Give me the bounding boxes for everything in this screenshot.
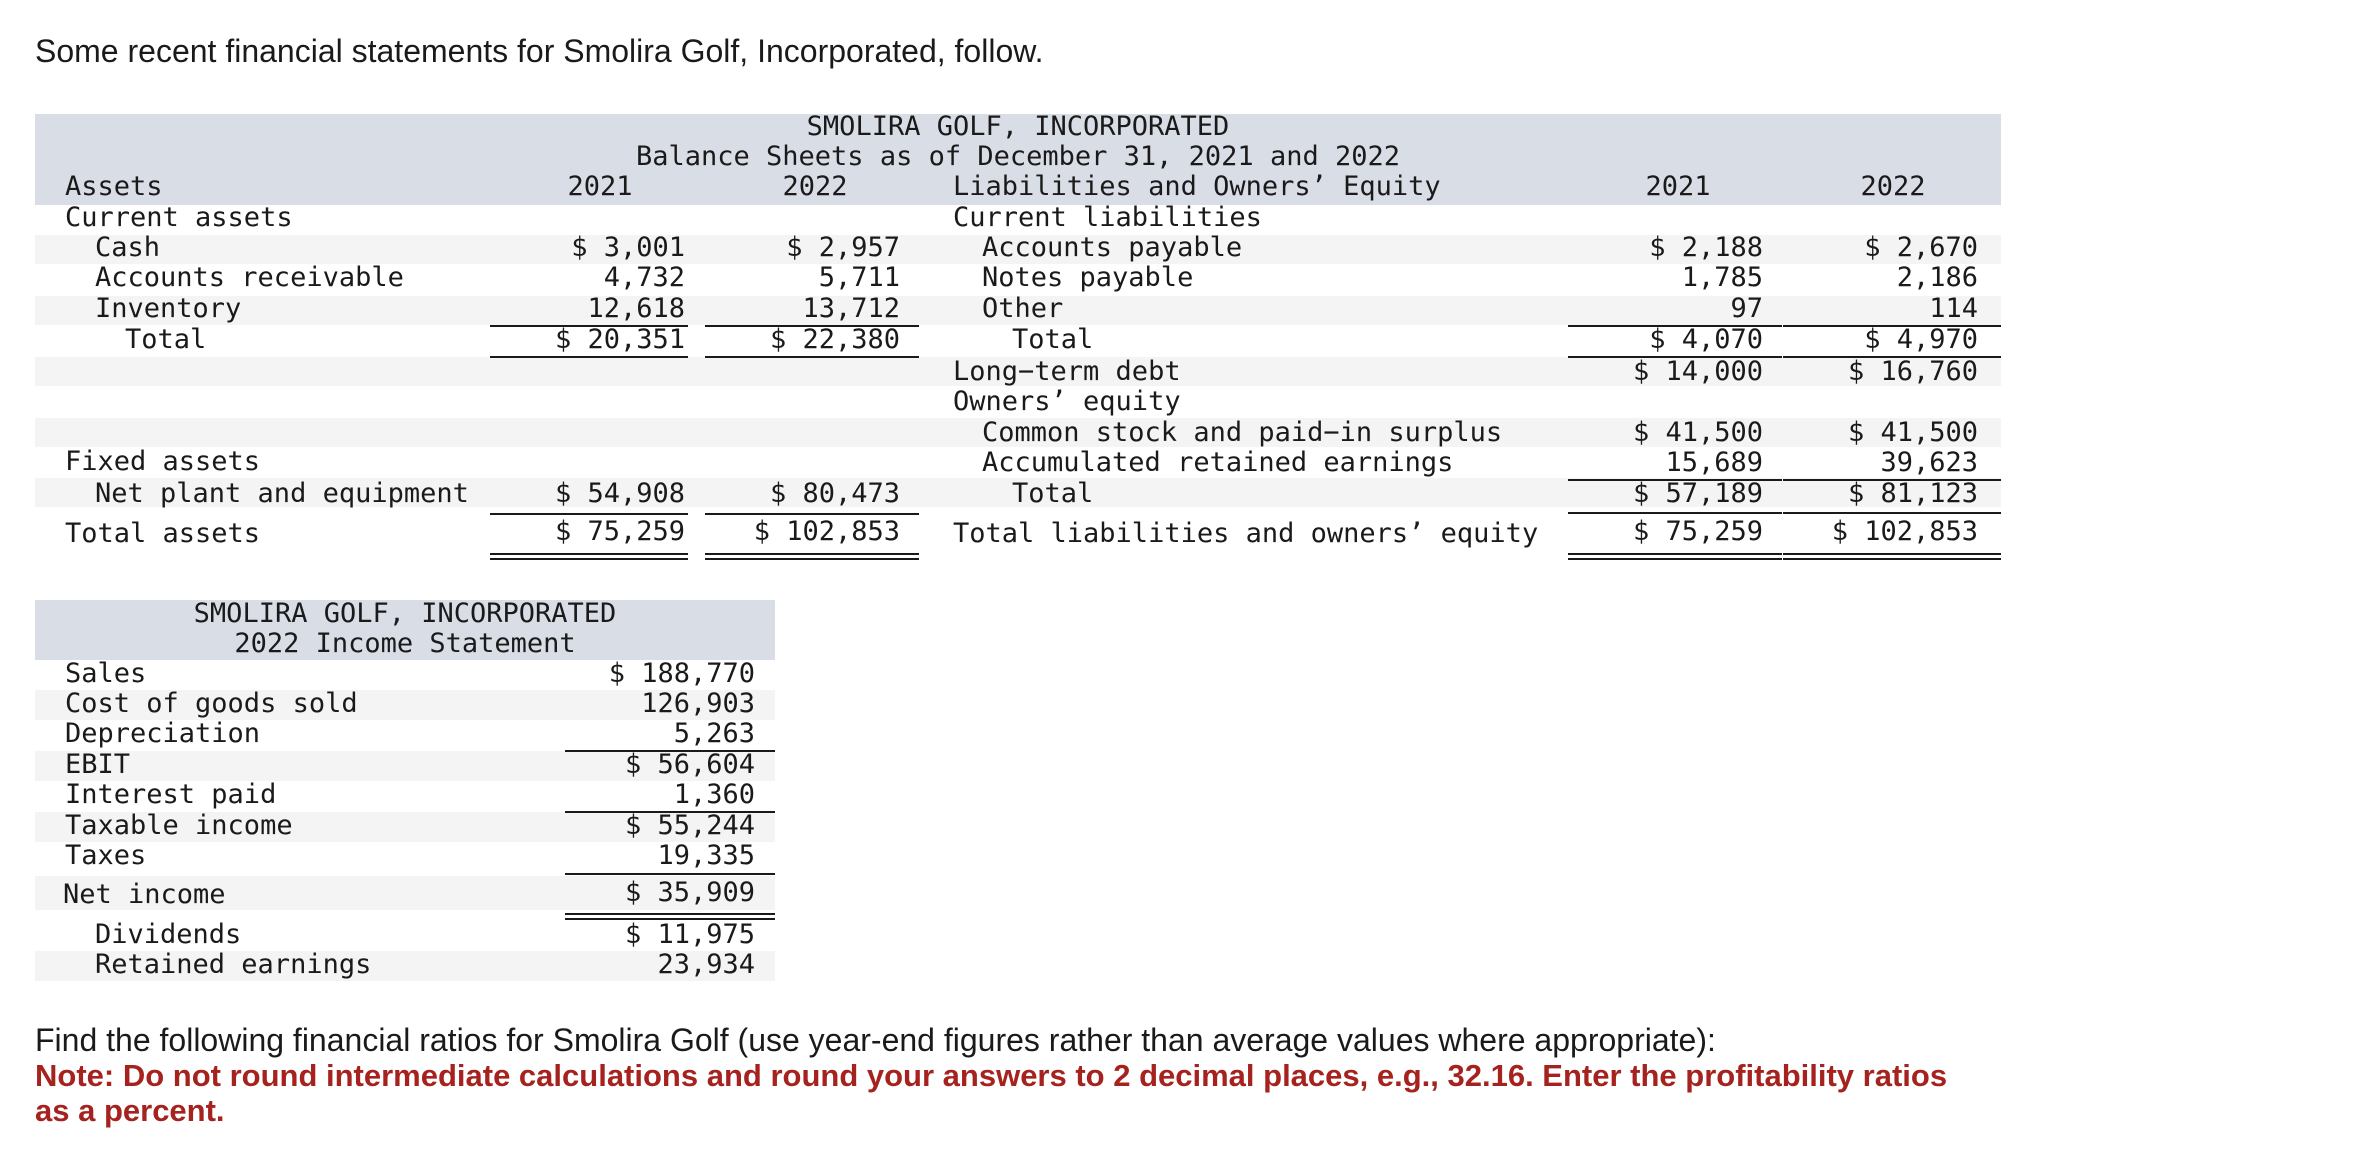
liabilities-heading: Liabilities and Owners’ Equity xyxy=(953,171,1441,202)
double-underline xyxy=(490,553,688,560)
total-assets-2022: $ 102,853 xyxy=(753,516,900,547)
underline xyxy=(1568,512,1782,514)
rounding-note: Note: Do not round intermediate calculations and round your answers to 2 decimal places, e.g., 32.16. Enter the profitability ratios as a percent. xyxy=(35,1058,1948,1128)
retained-earnings-label: Accumulated retained earnings xyxy=(982,447,1454,478)
other-label: Other xyxy=(982,293,1064,324)
column-2022: 2022 xyxy=(782,171,848,202)
long-term-debt-2021: $ 14,000 xyxy=(1632,356,1763,387)
receivables-2022: 5,711 xyxy=(818,262,900,293)
current-liabilities-total-2022: $ 4,970 xyxy=(1864,324,1978,355)
double-underline xyxy=(1568,553,1782,560)
long-term-debt-2022: $ 16,760 xyxy=(1847,356,1978,387)
cash-2021: $ 3,001 xyxy=(571,232,685,263)
cogs-value: 126,903 xyxy=(641,688,755,719)
taxes-value: 19,335 xyxy=(657,840,755,871)
cash-label: Cash xyxy=(95,232,161,263)
net-income-label: Net income xyxy=(63,879,226,910)
column-2021: 2021 xyxy=(567,171,633,202)
equity-total-2021: $ 57,189 xyxy=(1632,478,1763,509)
income-company-title: SMOLIRA GOLF, INCORPORATED xyxy=(193,598,617,629)
notes-payable-label: Notes payable xyxy=(982,262,1194,293)
receivables-label: Accounts receivable xyxy=(95,262,404,293)
inventory-2022: 13,712 xyxy=(802,293,900,324)
common-stock-label: Common stock and paid−in surplus xyxy=(982,417,1503,448)
current-assets-total-label: Total xyxy=(125,324,207,355)
accounts-payable-label: Accounts payable xyxy=(982,232,1243,263)
total-assets-label: Total assets xyxy=(65,518,261,549)
income-statement-subtitle: 2022 Income Statement xyxy=(234,628,576,659)
current-liabilities-heading: Current liabilities xyxy=(953,202,1262,233)
common-stock-2021: $ 41,500 xyxy=(1632,417,1763,448)
cash-2022: $ 2,957 xyxy=(786,232,900,263)
total-liabilities-equity-label: Total liabilities and owners’ equity xyxy=(953,518,1539,549)
intro-text: Some recent financial statements for Smolira Golf, Incorporated, follow. xyxy=(35,33,1044,69)
long-term-debt-label: Long−term debt xyxy=(953,356,1181,387)
taxable-income-label: Taxable income xyxy=(65,810,293,841)
fixed-assets-heading: Fixed assets xyxy=(65,446,261,477)
inventory-2021: 12,618 xyxy=(587,293,685,324)
underline xyxy=(705,513,919,515)
accounts-payable-2021: $ 2,188 xyxy=(1649,232,1763,263)
ebit-label: EBIT xyxy=(65,749,131,780)
notes-payable-2022: 2,186 xyxy=(1896,262,1978,293)
column-2022: 2022 xyxy=(1860,171,1926,202)
common-stock-2022: $ 41,500 xyxy=(1847,417,1978,448)
underline xyxy=(490,356,688,358)
sales-value: $ 188,770 xyxy=(608,658,755,689)
net-plant-2021: $ 54,908 xyxy=(554,478,685,509)
underline xyxy=(490,513,688,515)
net-plant-label: Net plant and equipment xyxy=(95,478,469,509)
interest-value: 1,360 xyxy=(673,779,755,810)
retained-earnings-2022: 39,623 xyxy=(1880,447,1978,478)
balance-sheet-subtitle: Balance Sheets as of December 31, 2021 and 2022 xyxy=(635,141,1400,172)
dividends-label: Dividends xyxy=(95,919,242,950)
taxable-income-value: $ 55,244 xyxy=(624,810,755,841)
interest-label: Interest paid xyxy=(65,779,277,810)
owners-equity-heading: Owners’ equity xyxy=(953,386,1181,417)
equity-total-label: Total xyxy=(1012,478,1094,509)
inventory-label: Inventory xyxy=(95,293,242,324)
column-2021: 2021 xyxy=(1645,171,1711,202)
underline xyxy=(705,356,919,358)
current-assets-total-2021: $ 20,351 xyxy=(554,324,685,355)
addition-retained-earnings-label: Retained earnings xyxy=(95,949,372,980)
other-2022: 114 xyxy=(1929,293,1978,324)
dividends-value: $ 11,975 xyxy=(624,919,755,950)
ebit-value: $ 56,604 xyxy=(624,749,755,780)
assets-heading: Assets xyxy=(65,171,163,202)
sales-label: Sales xyxy=(65,658,147,689)
net-plant-2022: $ 80,473 xyxy=(769,478,900,509)
company-title: SMOLIRA GOLF, INCORPORATED xyxy=(806,111,1230,142)
current-liabilities-total-2021: $ 4,070 xyxy=(1649,324,1763,355)
accounts-payable-2022: $ 2,670 xyxy=(1864,232,1978,263)
other-2021: 97 xyxy=(1730,293,1763,324)
depreciation-label: Depreciation xyxy=(65,718,261,749)
double-underline xyxy=(705,553,919,560)
current-assets-heading: Current assets xyxy=(65,202,293,233)
depreciation-value: 5,263 xyxy=(673,718,755,749)
total-liabilities-equity-2021: $ 75,259 xyxy=(1632,516,1763,547)
current-liabilities-total-label: Total xyxy=(1012,324,1094,355)
total-liabilities-equity-2022: $ 102,853 xyxy=(1831,516,1978,547)
net-income-value: $ 35,909 xyxy=(624,877,755,908)
double-underline xyxy=(1783,553,2001,560)
current-assets-total-2022: $ 22,380 xyxy=(769,324,900,355)
total-assets-2021: $ 75,259 xyxy=(554,516,685,547)
retained-earnings-2021: 15,689 xyxy=(1665,447,1763,478)
notes-payable-2021: 1,785 xyxy=(1681,262,1763,293)
taxes-label: Taxes xyxy=(65,840,147,871)
receivables-2021: 4,732 xyxy=(603,262,685,293)
addition-retained-earnings-value: 23,934 xyxy=(657,949,755,980)
instructions-text: Find the following financial ratios for Smolira Golf (use year-end figures rather than average values where appropriate): xyxy=(35,1022,1716,1058)
equity-total-2022: $ 81,123 xyxy=(1847,478,1978,509)
underline xyxy=(1783,512,2001,514)
underline xyxy=(565,873,775,875)
cogs-label: Cost of goods sold xyxy=(65,688,358,719)
